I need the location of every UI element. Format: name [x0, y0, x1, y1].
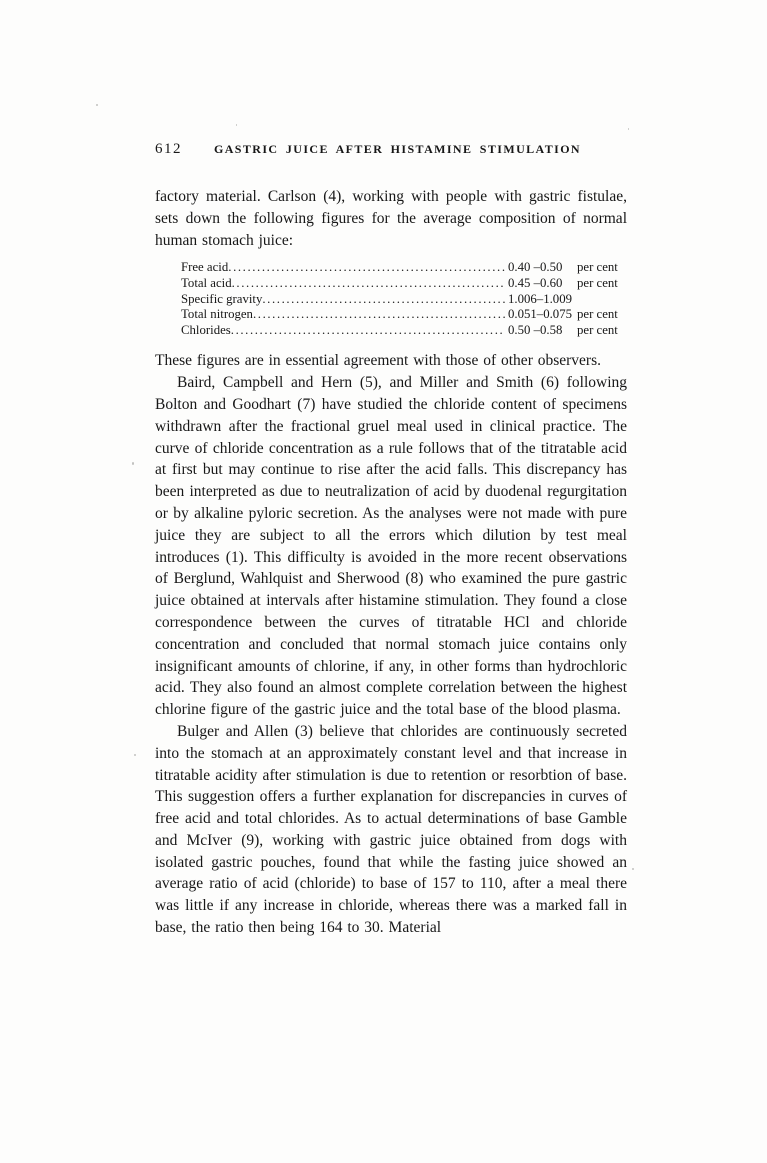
dot-leader — [231, 323, 505, 339]
dot-leader — [262, 292, 505, 308]
paragraph-baird: Baird, Campbell and Hern (5), and Miller and Smith (6) following Bolton and Goodhart (7) have studied the chloride content of specimens withdrawn after the fractional gruel meal used in clinical practice. The curve of chloride concentration as a rule follows that of the titratable acid at first but may continue to rise after the acid falls. This discrepancy has been interpreted as due to neutralization of acid by duodenal regurgitation or by alkaline pyloric secretion. As the analyses were not made with pure juice they are subject to all the errors which dilution by test meal introduces (1). This difficulty is avoided in the more recent observations of Berglund, Wahlquist and Sherwood (8) who examined the pure gastric juice obtained at intervals after histamine stimulation. They found a close correspondence between the curves of titratable HCl and chloride concentration and concluded that normal stomach juice contains only insignificant amounts of chlorine, if any, in other forms than hydrochloric acid. They also found an almost complete correlation between the highest chlorine figure of the gastric juice and the total base of the blood plasma. — [155, 374, 627, 719]
scan-speck — [134, 754, 136, 756]
row-unit: per cent — [577, 260, 618, 275]
scan-speck — [96, 104, 98, 106]
scan-speck — [236, 124, 237, 126]
dot-leader — [253, 307, 505, 323]
paragraph-agreement: These figures are in essential agreement with those of other observers. — [155, 352, 601, 370]
row-label: Total nitrogen — [181, 307, 253, 322]
table-row — [181, 292, 627, 308]
table-row — [181, 260, 627, 276]
scan-speck — [628, 128, 629, 130]
paragraph-bulger: Bulger and Allen (3) believe that chlorides are continuously secreted into the stomach at an approximately constant level and that increase in titratable acidity after stimulation is due to retention or resorbtion of base. This suggestion offers a further explanation for discrepancies in curves of free acid and total chlorides. As to actual determinations of base Gamble and McIver (9), working with gastric juice obtained from dogs with isolated gastric pouches, found that while the fasting juice showed an average ratio of acid (chloride) to base of 157 to 110, after a meal there was little if any increase in chloride, whereas there was a marked fall in base, the ratio then being 164 to 30. Material — [155, 722, 627, 937]
dot-leader — [232, 276, 505, 292]
page-header — [155, 141, 627, 158]
paragraph-intro: factory material. Carlson (4), working with people with gastric fistulae, sets down the following figures for the average composition of normal human stomach juice: — [155, 188, 627, 249]
scan-speck — [632, 868, 634, 870]
row-value: 0.50 –0.58 — [508, 322, 563, 337]
row-unit: per cent — [577, 275, 618, 290]
row-label: Chlorides — [181, 322, 231, 337]
row-label: Total acid — [181, 275, 232, 290]
table-row — [181, 323, 627, 339]
row-value: 0.45 –0.60 — [508, 275, 563, 290]
table-row — [181, 307, 627, 323]
table-row — [181, 276, 627, 292]
row-unit: per cent — [577, 307, 618, 322]
row-unit: per cent — [577, 322, 618, 337]
page-number: 612 — [155, 141, 182, 157]
composition-table — [181, 260, 627, 338]
row-value: 0.40 –0.50 — [508, 260, 563, 275]
scan-speck — [132, 462, 134, 465]
row-label: Free acid — [181, 260, 229, 275]
row-value: 0.051–0.075 — [508, 307, 572, 322]
dot-leader — [228, 260, 505, 276]
text-column — [155, 141, 627, 939]
row-label: Specific gravity — [181, 291, 263, 306]
row-value: 1.006–1.009 — [508, 291, 572, 306]
running-title: GASTRIC JUICE AFTER HISTAMINE STIMULATION — [213, 142, 581, 156]
